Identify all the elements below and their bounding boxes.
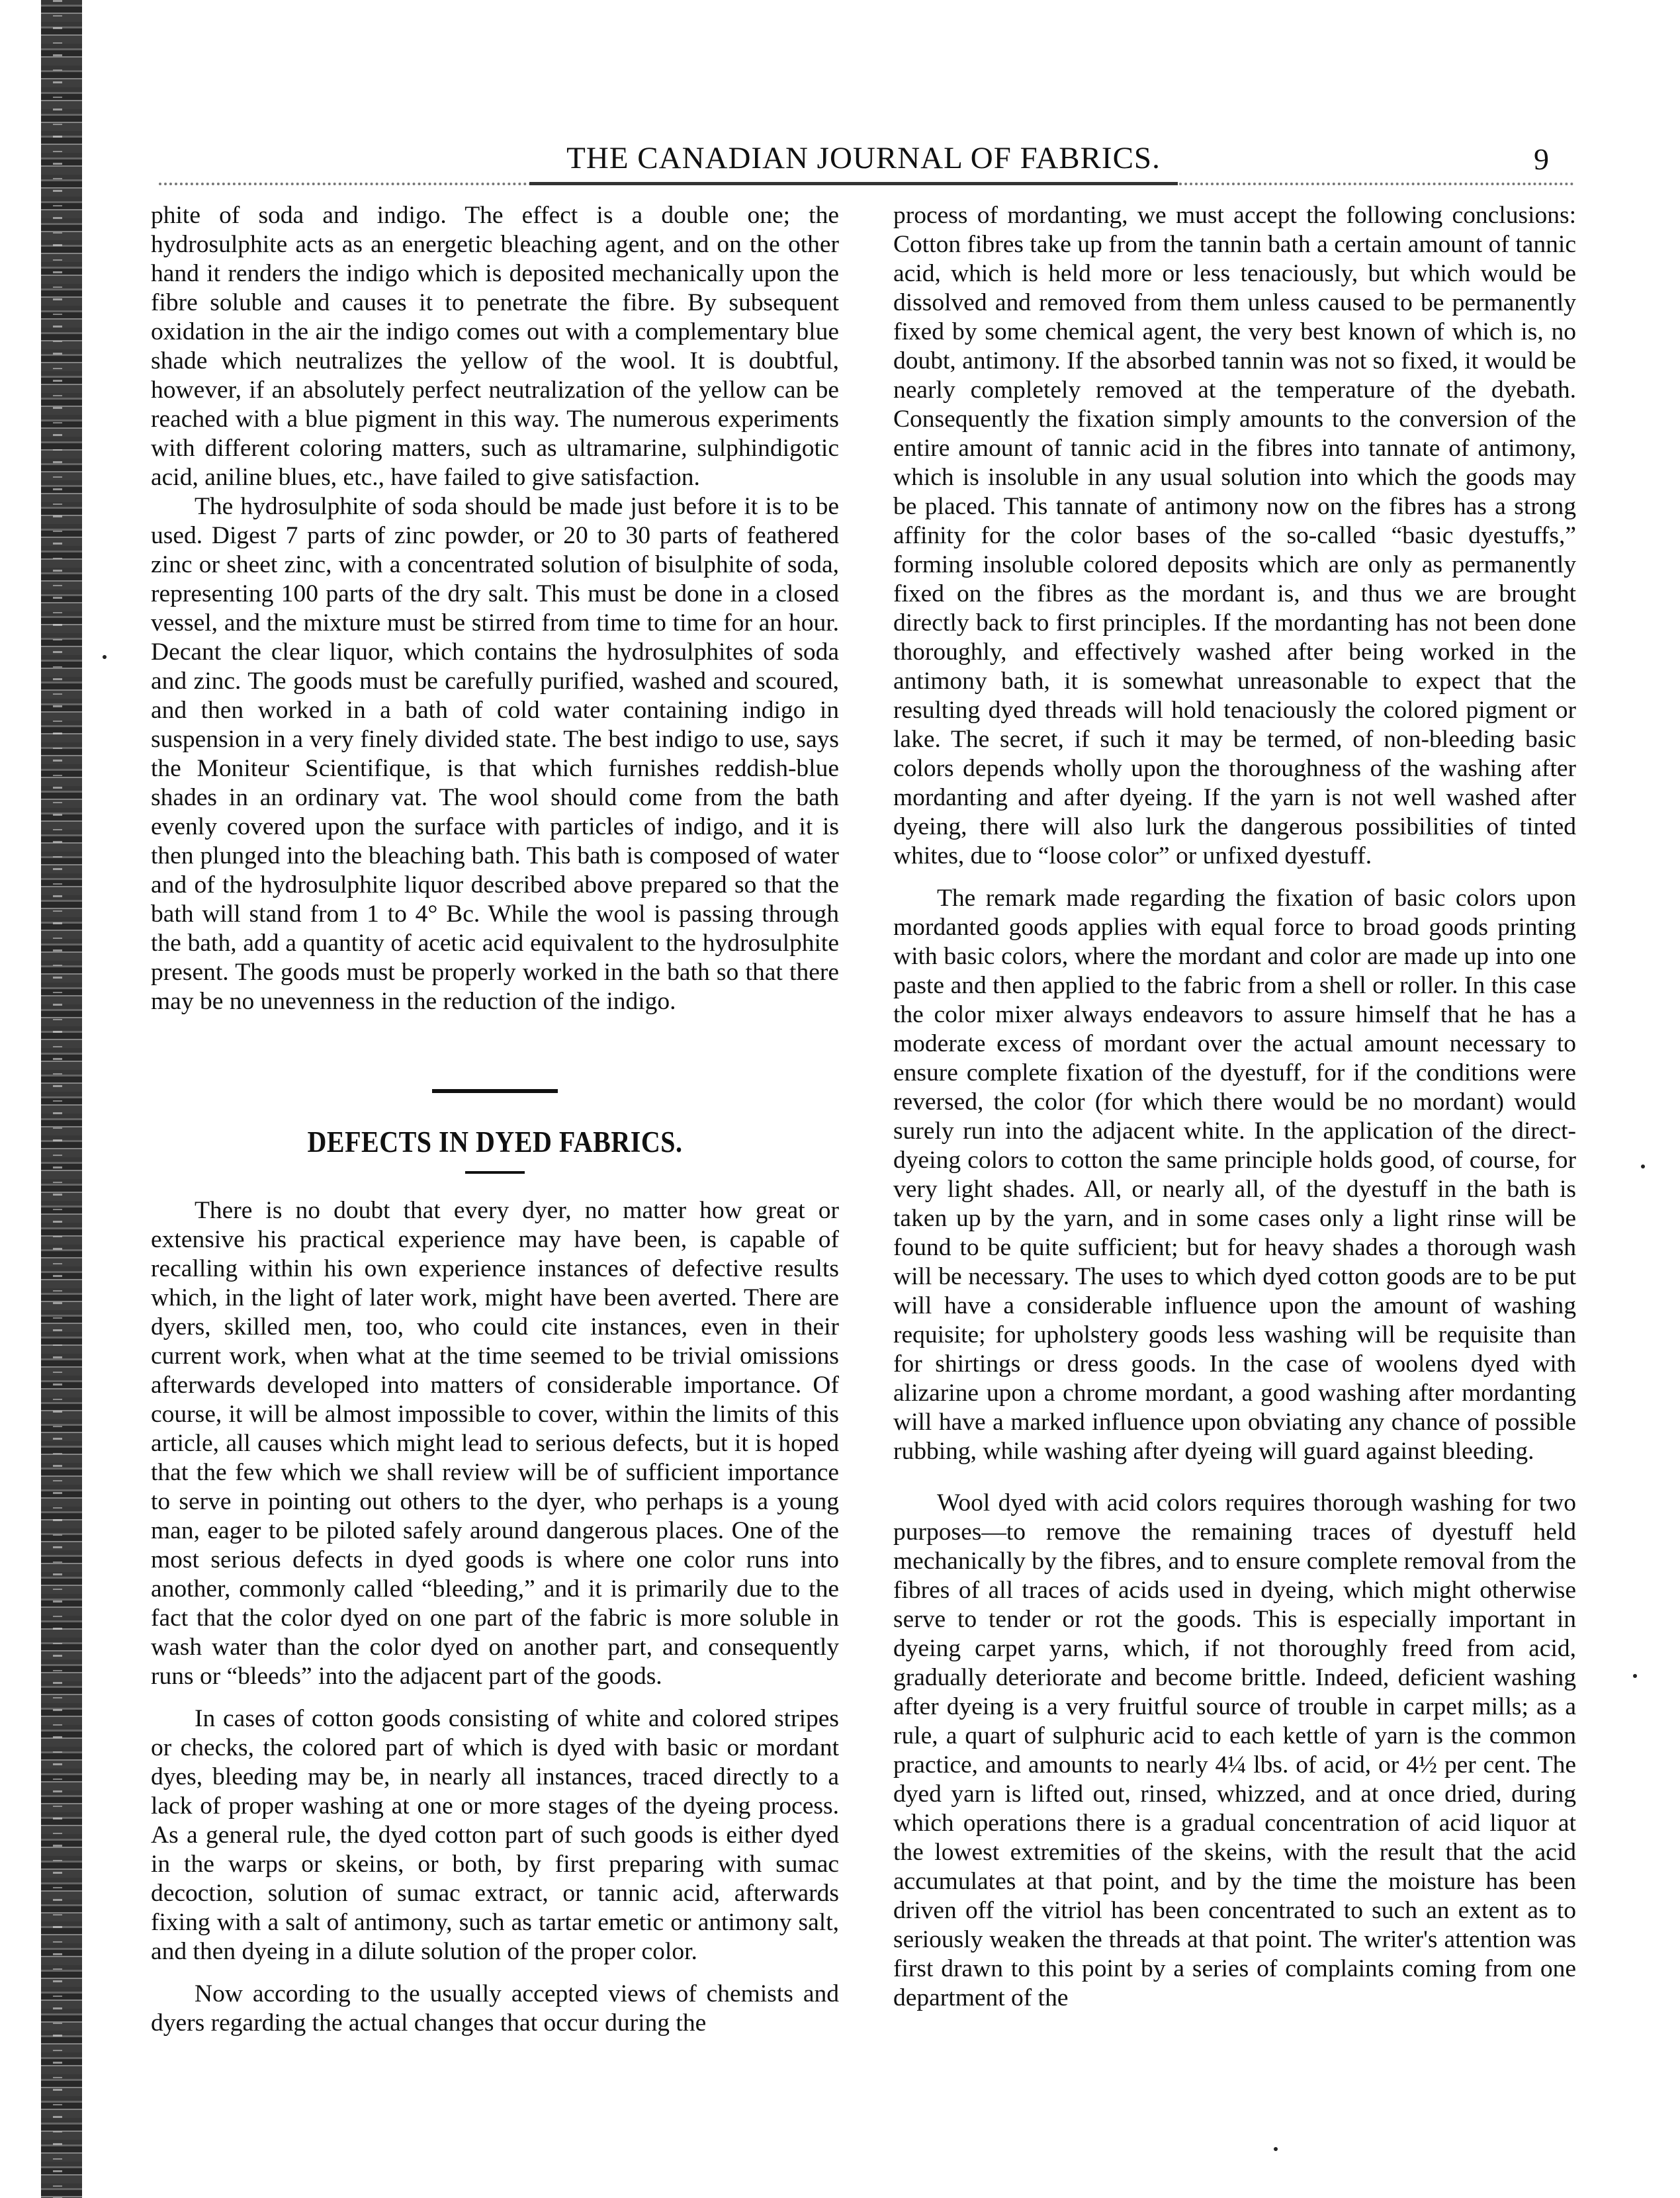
header-rule-bold bbox=[529, 182, 1178, 185]
scan-speck bbox=[1633, 1674, 1637, 1678]
paragraph: Now according to the usually accepted views of chemists and dyers regarding the actual changes that occur during the bbox=[151, 1980, 839, 2037]
right-column bbox=[893, 201, 1576, 2013]
paragraph: process of mordanting, we must accept the following conclusions: Cotton fibres take up from the tannin bath a certain amount of tannic acid, which is held more or less tenaciously, but which would be dissolved and removed from them unless caused to be permanently fixed by some chemical agent, the very best known of which is, no doubt, antimony. If the absorbed tannin was not so fixed, it would be nearly completely removed at the temperature of the dyebath. Consequently the fixation simply amounts to the conversion of the entire amount of tannic acid in the fibres into tannate of antimony, which is insoluble in any usual solution into which the goods may be placed. This tannate of antimony now on the fibres has a strong affinity for the color bases of the so-called “basic dyestuffs,” forming insoluble colored deposits which are only as permanently fixed on the fibres as the mordant is, and thus we are brought directly back to first principles. If the mordanting has not been done thoroughly, and effectively washed after being worked in the antimony bath, it is somewhat unreasonable to expect that the resulting dyed threads will hold tenaciously the colored pigment or lake. The secret, if such it may be termed, of non-bleeding basic colors depends wholly upon the thoroughness of the washing after mordanting and after dyeing. If the yarn is not well washed after dyeing, there will also lurk the dangerous possibilities of tinted whites, due to “loose color” or unfixed dyestuff. bbox=[893, 202, 1576, 869]
section-heading: DEFECTS IN DYED FABRICS. bbox=[307, 1124, 683, 1159]
scan-speck bbox=[1274, 2147, 1278, 2151]
paragraph: phite of soda and indigo. The effect is a double one; the hydrosulphite acts as an energetic bleaching agent, and on the other hand it renders the indigo which is deposited mechanically upon the fibre soluble and causes it to penetrate the fibre. By subsequent oxidation in the air the indigo comes out with a complementary blue shade which neutralizes the yellow of the wool. It is doubtful, however, if an absolutely perfect neutralization of the yellow can be reached with a blue pigment in this way. The numerous experiments with different coloring matters, such as ultramarine, sulphindigotic acid, aniline blues, etc., have failed to give satisfaction. bbox=[151, 202, 839, 491]
paragraph: There is no doubt that every dyer, no matter how great or extensive his practical experience may have been, is capable of recalling within his own experience instances of defective results which, in the light of later work, might have been averted. There are dyers, skilled men, too, who could cite instances, even in their current work, when what at the time seemed to be trivial omissions afterwards developed into matters of considerable importance. Of course, it will be almost impossible to cover, within the limits of this article, all causes which might lead to serious defects, but it is hoped that the few which we shall review will be of sufficient importance to serve in pointing out others to the dyer, who perhaps is a young man, eager to be piloted safely around dangerous places. One of the most serious defects in dyed goods is where one color runs into another, commonly called “bleeding,” and it is primarily due to the fact that the color dyed on one part of the fabric is more soluble in wash water than the color dyed on another part, and consequently runs or “bleeds” into the adjacent part of the goods. bbox=[151, 1197, 839, 1690]
paragraph: The hydrosulphite of soda should be made just before it is to be used. Digest 7 parts of zinc powder, or 20 to 30 parts of feathered zinc or sheet zinc, with a concentrated solution of bisulphite of soda, representing 100 parts of the dry salt. This must be done in a closed vessel, and the mixture must be stirred from time to time for an hour. Decant the clear liquor, which contains the hydrosulphites of soda and zinc. The goods must be carefully purified, washed and scoured, and then worked in a bath of cold water containing indigo in suspension in a very finely divided state. The best indigo to use, says the Moniteur Scientifique, is that which furnishes reddish-blue shades in an ordinary vat. The wool should come from the bath evenly covered upon the surface with particles of indigo, and it is then plunged into the bleaching bath. This bath is composed of water and of the hydrosulphite liquor described above prepared so that the bath will stand from 1 to 4° Bc. While the wool is passing through the bath, add a quantity of acetic acid equivalent to the hydrosulphite present. The goods must be properly worked in the bath so that there may be no unevenness in the reduction of the indigo. bbox=[151, 493, 839, 1015]
scanned-binding-edge bbox=[41, 0, 82, 2198]
left-column bbox=[151, 201, 839, 2038]
heading-underline bbox=[465, 1171, 525, 1174]
section-divider bbox=[432, 1089, 558, 1093]
journal-title: THE CANADIAN JOURNAL OF FABRICS. bbox=[566, 141, 1161, 175]
paragraph: In cases of cotton goods consisting of white and colored stripes or checks, the colored part of which is dyed with basic or mordant dyes, bleeding may be, in nearly all instances, traced directly to a lack of proper washing at one or more stages of the dyeing process. As a general rule, the dyed cotton part of such goods is either dyed in the warps or skeins, or both, by first preparing with sumac decoction, solution of sumac extract, or tannic acid, afterwards fixing with a salt of antimony, such as tartar emetic or antimony salt, and then dyeing in a dilute solution of the proper color. bbox=[151, 1705, 839, 1965]
page-number: 9 bbox=[1534, 142, 1549, 176]
paragraph: The remark made regarding the fixation of basic colors upon mordanted goods applies with equal force to broad goods printing with basic colors, where the mordant and color are made up into one paste and then applied to the fabric from a shell or roller. In this case the color mixer always endeavors to assure himself that he has a moderate excess of mordant over the actual amount necessary to ensure complete fixation of the dyestuff, for if the conditions were reversed, the color (for which there would be no mordant) would surely run into the adjacent white. In the application of the direct-dyeing colors to cotton the same principle holds good, of course, for very light shades. All, or nearly all, of the dyestuff in the bath is taken up by the yarn, and in some cases only a light rinse will be found to be quite sufficient; but for heavy shades a thorough wash will be necessary. The uses to which dyed cotton goods are to be put will have a considerable influence upon the amount of washing requisite; for upholstery goods less washing will be requisite than for shirtings or dress goods. In the case of woolens dyed with alizarine upon a chrome mordant, a good washing after mordanting will have a marked influence upon obviating any chance of possible rubbing, while washing after dyeing will guard against bleeding. bbox=[893, 885, 1576, 1465]
scan-speck bbox=[103, 655, 107, 659]
scan-speck bbox=[1641, 1165, 1645, 1168]
paragraph: Wool dyed with acid colors requires thorough washing for two purposes—to remove the remaining traces of dyestuff held mechanically by the fibres, and to ensure complete removal from the fibres of all traces of acids used in dyeing, which might otherwise serve to tender or rot the goods. This is especially important in dyeing carpet yarns, which, if not thoroughly freed from acid, gradually deteriorate and become brittle. Indeed, deficient washing after dyeing is a very fruitful source of trouble in carpet mills; as a rule, a quart of sulphuric acid to each kettle of yarn is the common practice, and amounts to nearly 4¼ lbs. of acid, or 4½ per cent. The dyed yarn is lifted out, rinsed, whizzed, and at once dried, during which operations there is a gradual concentration of acid liquor at the lowest extremities of the skeins, with the result that the acid accumulates at that point, and by the time the moisture has been driven off the vitriol has been concentrated to such an extent as to seriously weaken the threads at that point. The writer's attention was first drawn to this point by a series of complaints coming from one department of the bbox=[893, 1489, 1576, 2011]
